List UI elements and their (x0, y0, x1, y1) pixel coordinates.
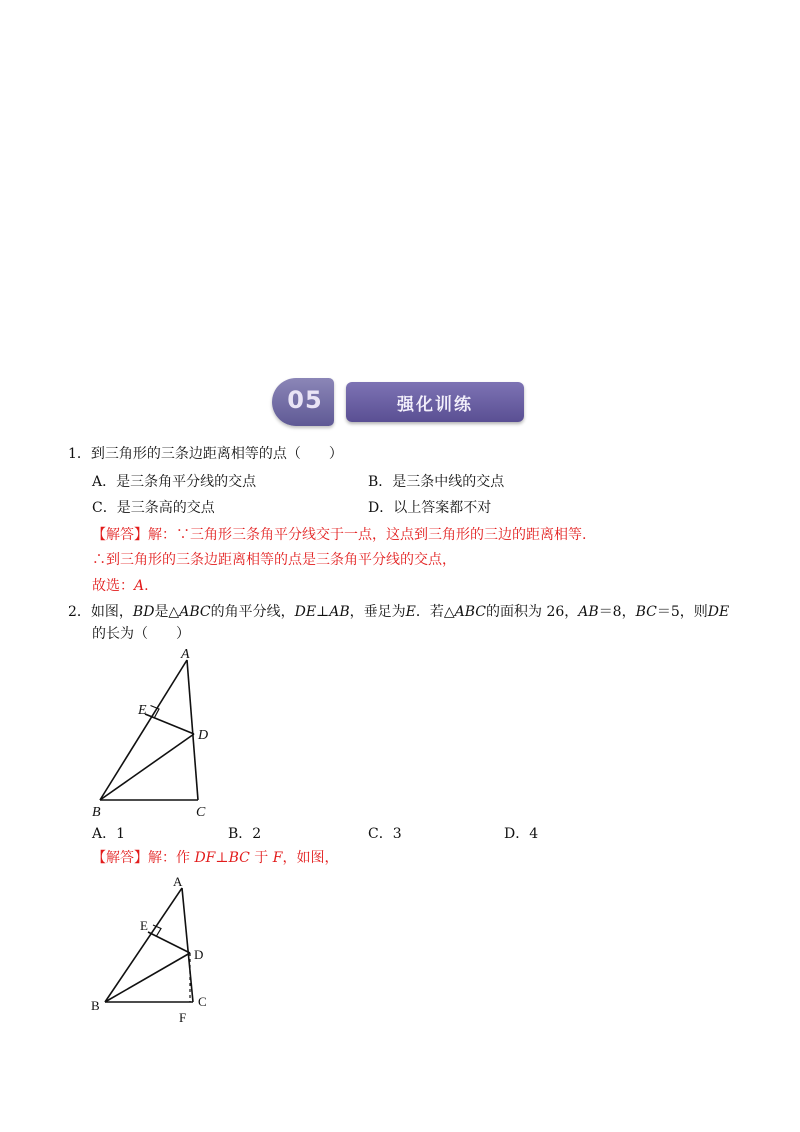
q2-stem-text: 是△ (154, 604, 180, 620)
label-c: C (198, 994, 207, 1009)
q2-answer-text: 于 (249, 850, 273, 866)
segment-ac (182, 888, 193, 1002)
q2-stem-line1 (68, 602, 729, 622)
q1-answer-line2: ∴到三角形的三条边距离相等的点是三条角平分线的交点， (92, 552, 456, 568)
segment-de (148, 932, 190, 953)
q2-stem-math: E (405, 604, 416, 620)
q2-option-a: A．1 (92, 826, 126, 842)
q2-stem-math: BD (132, 604, 155, 620)
q2-stem-text: ，垂足为 (349, 604, 406, 620)
segment-bd (105, 953, 190, 1002)
segment-ab (105, 888, 182, 1002)
section-title: 强化训练 (397, 395, 473, 415)
section-banner (272, 378, 532, 426)
q2-answer-math: DF (194, 850, 216, 866)
label-b: B (92, 805, 101, 820)
segment-de (145, 714, 194, 734)
segment-ab (100, 660, 187, 800)
q2-answer-text: ⊥ (215, 850, 229, 866)
label-f: F (179, 1010, 187, 1025)
q2-answer-text: ，如图， (282, 850, 339, 866)
q2-stem-math: BC (635, 604, 657, 620)
q1-option-d: D．以上答案都不对 (368, 500, 492, 516)
q2-answer (92, 848, 338, 868)
q2-stem-math: DE (294, 604, 317, 620)
q2-stem-line2: 的长为（ ） (92, 626, 190, 642)
q1-option-b: B．是三条中线的交点 (368, 474, 505, 490)
segment-ac (187, 660, 198, 800)
label-d: D (194, 947, 204, 962)
q1-option-c: C．是三条高的交点 (92, 500, 215, 516)
q1-option-a: A．是三条角平分线的交点 (92, 474, 257, 490)
label-b: B (91, 998, 100, 1013)
q2-stem-text: 2．如图， (68, 604, 133, 620)
q2-stem-text: 的面积为 26， (486, 604, 579, 620)
segment-bd (100, 734, 194, 800)
q2-option-d: D．4 (504, 826, 539, 842)
q2-stem-math: DE (707, 604, 730, 620)
q1-answer-choice: A (134, 578, 145, 594)
q2-answer-text: 【解答】解：作 (92, 850, 195, 866)
label-e: E (138, 703, 147, 718)
label-c: C (196, 805, 206, 820)
q2-stem-text: ⊥ (316, 604, 330, 620)
q1-answer-line3 (92, 576, 149, 596)
q2-answer-math: F (272, 850, 283, 866)
q2-figure-triangle (80, 642, 230, 822)
q2-answer-math: BC (228, 850, 250, 866)
label-a: A (173, 874, 183, 889)
section-number: 05 (287, 386, 323, 414)
q1-answer-line1: 【解答】解：∵三角形三条角平分线交于一点，这点到三角形的三边的距离相等. (92, 527, 587, 543)
q2-stem-math: ABC (454, 604, 487, 620)
label-d: D (198, 728, 209, 743)
q2-stem-math: ABC (179, 604, 211, 620)
q1-answer-suffix: . (144, 578, 149, 594)
q1-stem: 1．到三角形的三条边距离相等的点（ ） (68, 446, 343, 462)
q2-solution-figure (80, 870, 230, 1030)
q2-option-c: C．3 (368, 826, 402, 842)
q2-stem-math: AB (329, 604, 350, 620)
q2-stem-text: ．若△ (415, 604, 455, 620)
q2-stem-text: ＝5，则 (656, 604, 708, 620)
q2-stem-text: ＝8， (598, 604, 636, 620)
q2-stem-text: 的角平分线， (210, 604, 295, 620)
q2-option-b: B．2 (228, 826, 262, 842)
label-a: A (181, 647, 190, 662)
q2-stem-math: AB (578, 604, 599, 620)
q1-answer-prefix: 故选： (92, 578, 134, 594)
label-e: E (140, 918, 148, 933)
